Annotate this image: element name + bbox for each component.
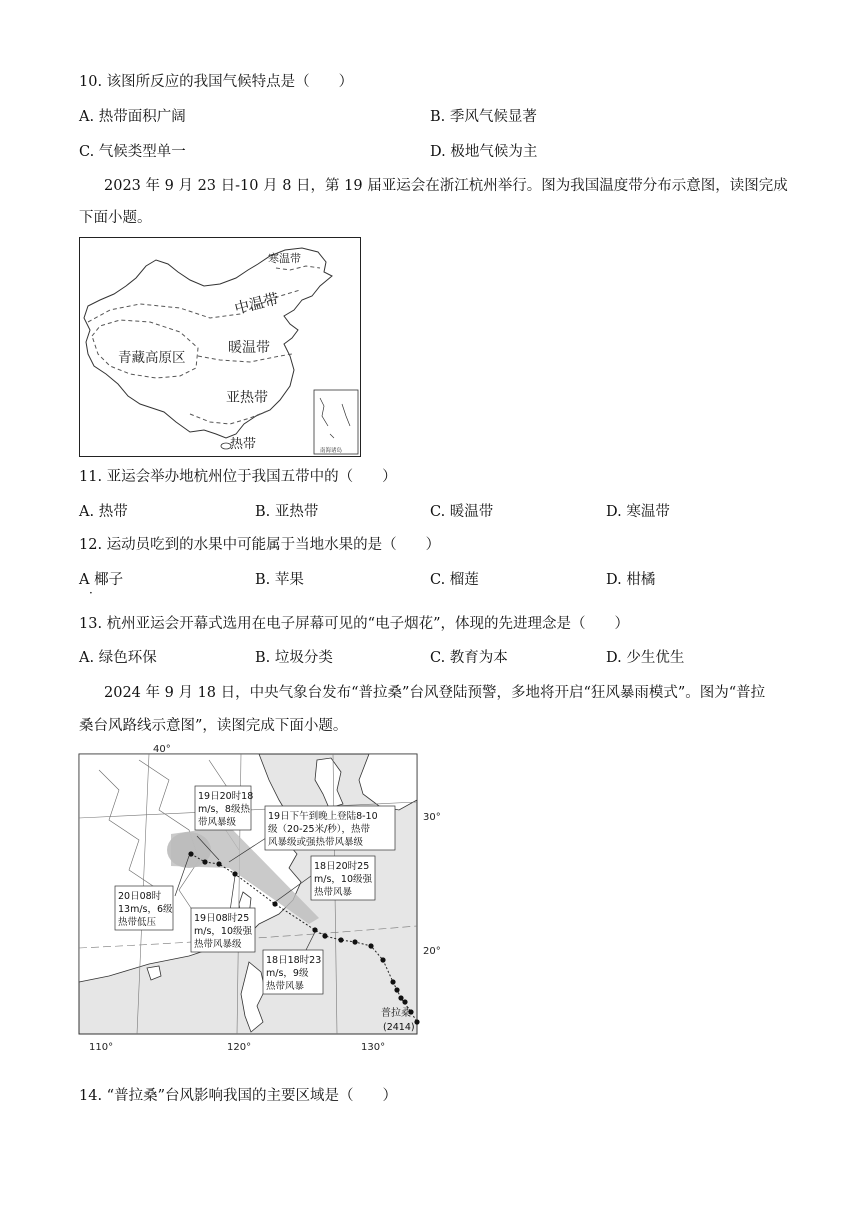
q12-option-b: B. 苹果: [255, 572, 304, 588]
q12-stem: 12. 运动员吃到的水果中可能属于当地水果的是（ ）: [79, 537, 441, 553]
q13-option-c: C. 教育为本: [430, 650, 508, 666]
q11-stem: 11. 亚运会举办地杭州位于我国五带中的（ ）: [79, 469, 397, 485]
q10-option-b: B. 季风气候显著: [430, 109, 537, 125]
annotation-box-19-20h: [195, 786, 253, 830]
q13-option-b: B. 垃圾分类: [255, 650, 333, 666]
q12-option-c: C. 榴莲: [430, 572, 479, 588]
inset-label: 南海诸岛: [320, 448, 343, 454]
svg-text:13m/s，6级: 13m/s，6级: [118, 904, 173, 915]
svg-text:级（20-25米/秒），热带: 级（20-25米/秒），热带: [268, 824, 371, 835]
svg-text:热带风暴: 热带风暴: [314, 887, 353, 898]
q11-option-b: B. 亚热带: [255, 504, 319, 520]
zone-boundary-plateau: [92, 320, 198, 378]
stray-dot-mark: ·: [89, 586, 93, 600]
svg-text:风暴级或强热带风暴级: 风暴级或强热带风暴级: [268, 837, 364, 848]
zone-label-mid: 中温带: [232, 289, 281, 318]
q13-option-d: D. 少生优生: [606, 650, 685, 666]
intro2-line2: 桑台风路线示意图”，读图完成下面小题。: [79, 718, 348, 734]
q12-option-d: D. 柑橘: [606, 572, 656, 588]
typhoon-name-label: 普拉桑: [381, 1008, 411, 1019]
svg-text:18日18时23: 18日18时23: [266, 955, 322, 966]
q10-option-d: D. 极地气候为主: [430, 144, 538, 160]
svg-text:19日08时25: 19日08时25: [194, 913, 250, 924]
intro1-line2: 下面小题。: [79, 210, 152, 226]
temperature-zone-map: [79, 237, 361, 457]
svg-text:m/s，10级强: m/s，10级强: [194, 926, 252, 937]
svg-text:19日20时18: 19日20时18: [198, 791, 254, 802]
q11-option-d: D. 寒温带: [606, 504, 670, 520]
lon-label-110: 110°: [89, 1042, 114, 1053]
zone-label-cold: 寒温带: [268, 252, 301, 265]
svg-text:m/s，9级: m/s，9级: [266, 968, 309, 979]
zone-label-plateau: 青藏高原区: [118, 350, 186, 366]
lat-label-30: 30°: [423, 812, 441, 823]
lon-label-120: 120°: [227, 1042, 252, 1053]
q13-stem: 13. 杭州亚运会开幕式选用在电子屏幕可见的“电子烟花”，体现的先进理念是（ ）: [79, 616, 629, 632]
q10-option-a: A. 热带面积广阔: [79, 109, 186, 125]
annotation-box-18-18h: [263, 950, 323, 994]
svg-text:19日下午到晚上登陆8-10: 19日下午到晚上登陆8-10: [268, 811, 378, 822]
typhoon-code-label: (2414): [383, 1022, 415, 1033]
svg-text:18日20时25: 18日20时25: [314, 861, 370, 872]
zone-label-tropic: 热带: [230, 437, 257, 452]
svg-text:热带风暴: 热带风暴: [266, 981, 305, 992]
lon-label-130: 130°: [361, 1042, 386, 1053]
svg-text:m/s，8级热: m/s，8级热: [198, 804, 250, 815]
typhoon-track-map: [79, 744, 441, 1062]
svg-text:带风暴级: 带风暴级: [198, 817, 237, 828]
zone-label-sub: 亚热带: [226, 390, 268, 406]
q13-option-a: A. 绿色环保: [79, 650, 157, 666]
typhoon-track-map-svg: [79, 744, 441, 1062]
annotation-box-20-08h: [115, 886, 173, 930]
annotation-box-18-20h: [311, 856, 375, 900]
china-outline: [84, 248, 332, 438]
zone-label-warm: 暖温带: [228, 340, 270, 356]
q12-option-a: A 椰子: [79, 572, 124, 588]
annotation-box-landfall: [265, 806, 395, 850]
lat-label-20: 20°: [423, 946, 441, 957]
svg-text:20日08时: 20日08时: [118, 891, 162, 902]
temperature-zone-map-svg: [80, 238, 360, 456]
q11-option-c: C. 暖温带: [430, 504, 494, 520]
lat-label-40: 40°: [153, 744, 171, 755]
zone-boundary-sub: [190, 410, 270, 424]
intro1-line1: 2023 年 9 月 23 日-10 月 8 日，第 19 届亚运会在浙江杭州举行。图为我国温度带分布示意图，读图完成: [104, 178, 788, 194]
annotation-box-19-08h: [191, 908, 255, 952]
svg-text:m/s，10级强: m/s，10级强: [314, 874, 372, 885]
svg-text:热带低压: 热带低压: [118, 917, 157, 928]
zone-boundary-cold: [276, 266, 320, 270]
q11-option-a: A. 热带: [79, 504, 128, 520]
intro2-line1: 2024 年 9 月 18 日，中央气象台发布“普拉桑”台风登陆预警，多地将开启“狂风暴雨模式”。图为“普拉: [104, 685, 766, 701]
q10-option-c: C. 气候类型单一: [79, 144, 186, 160]
q14-stem: 14. “普拉桑”台风影响我国的主要区域是（ ）: [79, 1088, 397, 1104]
svg-text:热带风暴级: 热带风暴级: [194, 939, 242, 950]
q10-stem: 10. 该图所反应的我国气候特点是（ ）: [79, 74, 354, 90]
